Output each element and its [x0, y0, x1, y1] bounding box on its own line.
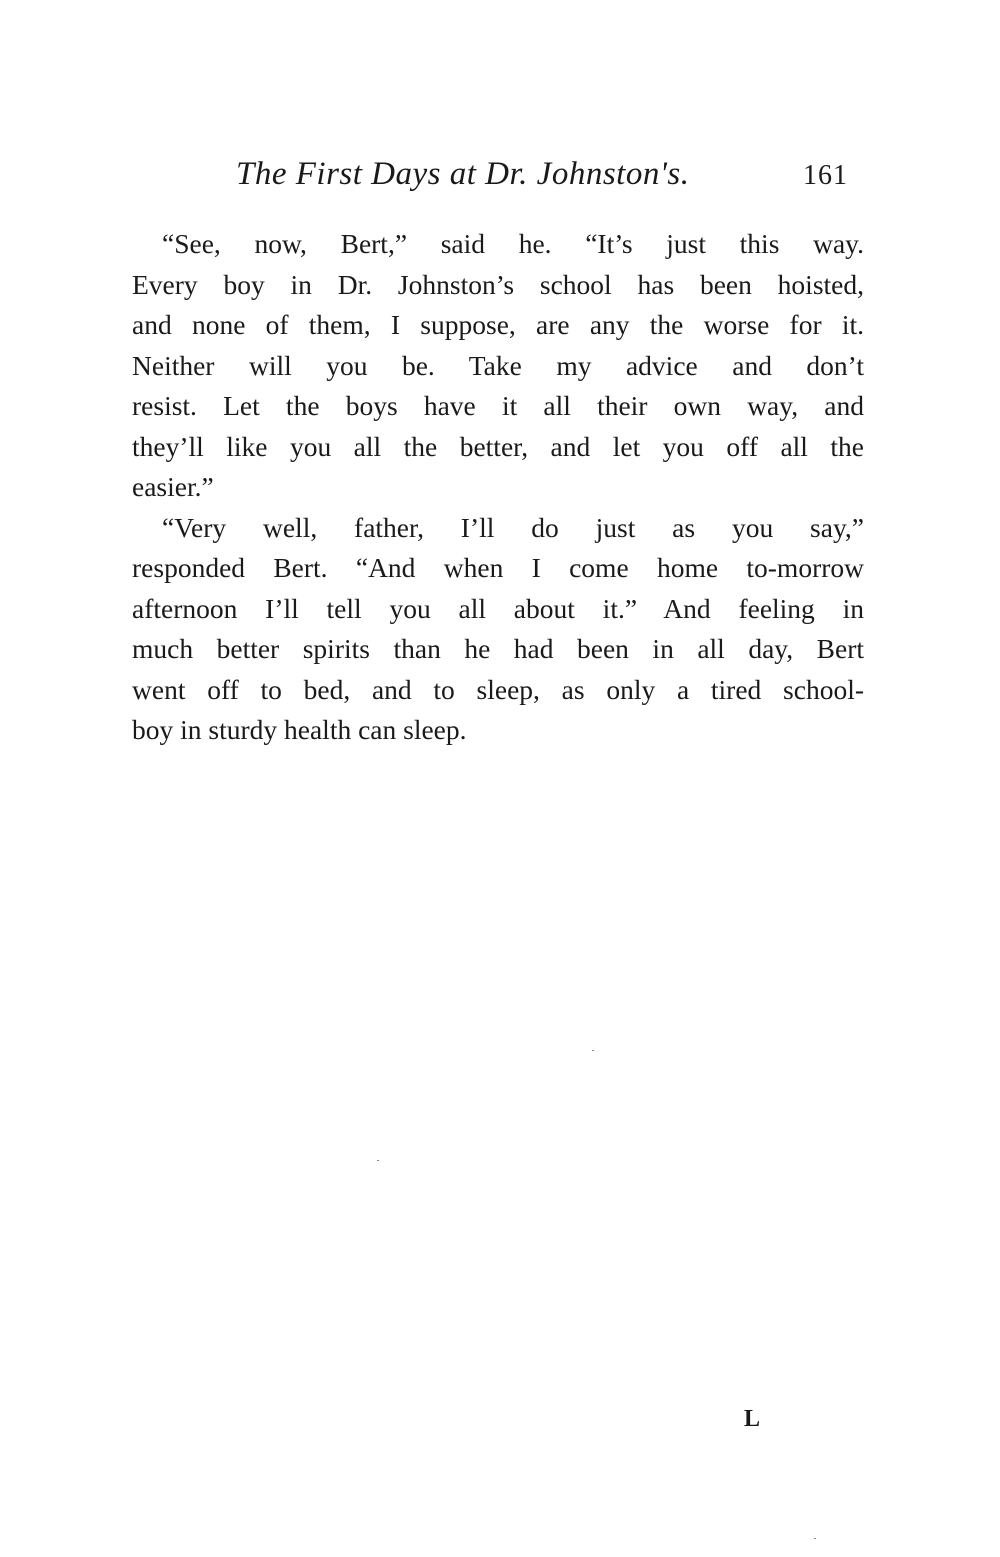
- text-line: Every boy in Dr. Johnston’s school has been hoisted,: [132, 268, 864, 300]
- signature-mark: L: [744, 1406, 761, 1432]
- text-line: boy in sturdy health can sleep.: [132, 714, 467, 745]
- text-line: easier.”: [132, 471, 214, 502]
- text-line: Neither will you be. Take my advice and don’t: [132, 349, 864, 381]
- page-number: 161: [803, 160, 848, 191]
- running-head: [236, 156, 848, 200]
- text-line: responded Bert. “And when I come home to-morrow: [132, 552, 864, 583]
- running-title: The First Days at Dr. Johnston's.: [236, 156, 690, 192]
- text-line: resist. Let the boys have it all their own way, and: [132, 390, 864, 421]
- body-text: [132, 224, 864, 751]
- text-line: “Very well, father, I’ll do just as you say,”: [162, 511, 864, 543]
- text-line: they’ll like you all the better, and let you off all the: [132, 430, 864, 462]
- text-line: afternoon I’ll tell you all about it.” And feeling in: [132, 592, 864, 624]
- text-line: and none of them, I suppose, are any the worse for it.: [132, 309, 864, 340]
- scan-speck: [377, 1160, 379, 1161]
- text-line: went off to bed, and to sleep, as only a tired school-: [132, 673, 864, 705]
- scan-speck: [814, 1538, 816, 1539]
- scan-speck: [592, 1050, 594, 1051]
- text-line: “See, now, Bert,” said he. “It’s just this way.: [162, 228, 864, 259]
- text-line: much better spirits than he had been in all day, Bert: [132, 633, 864, 664]
